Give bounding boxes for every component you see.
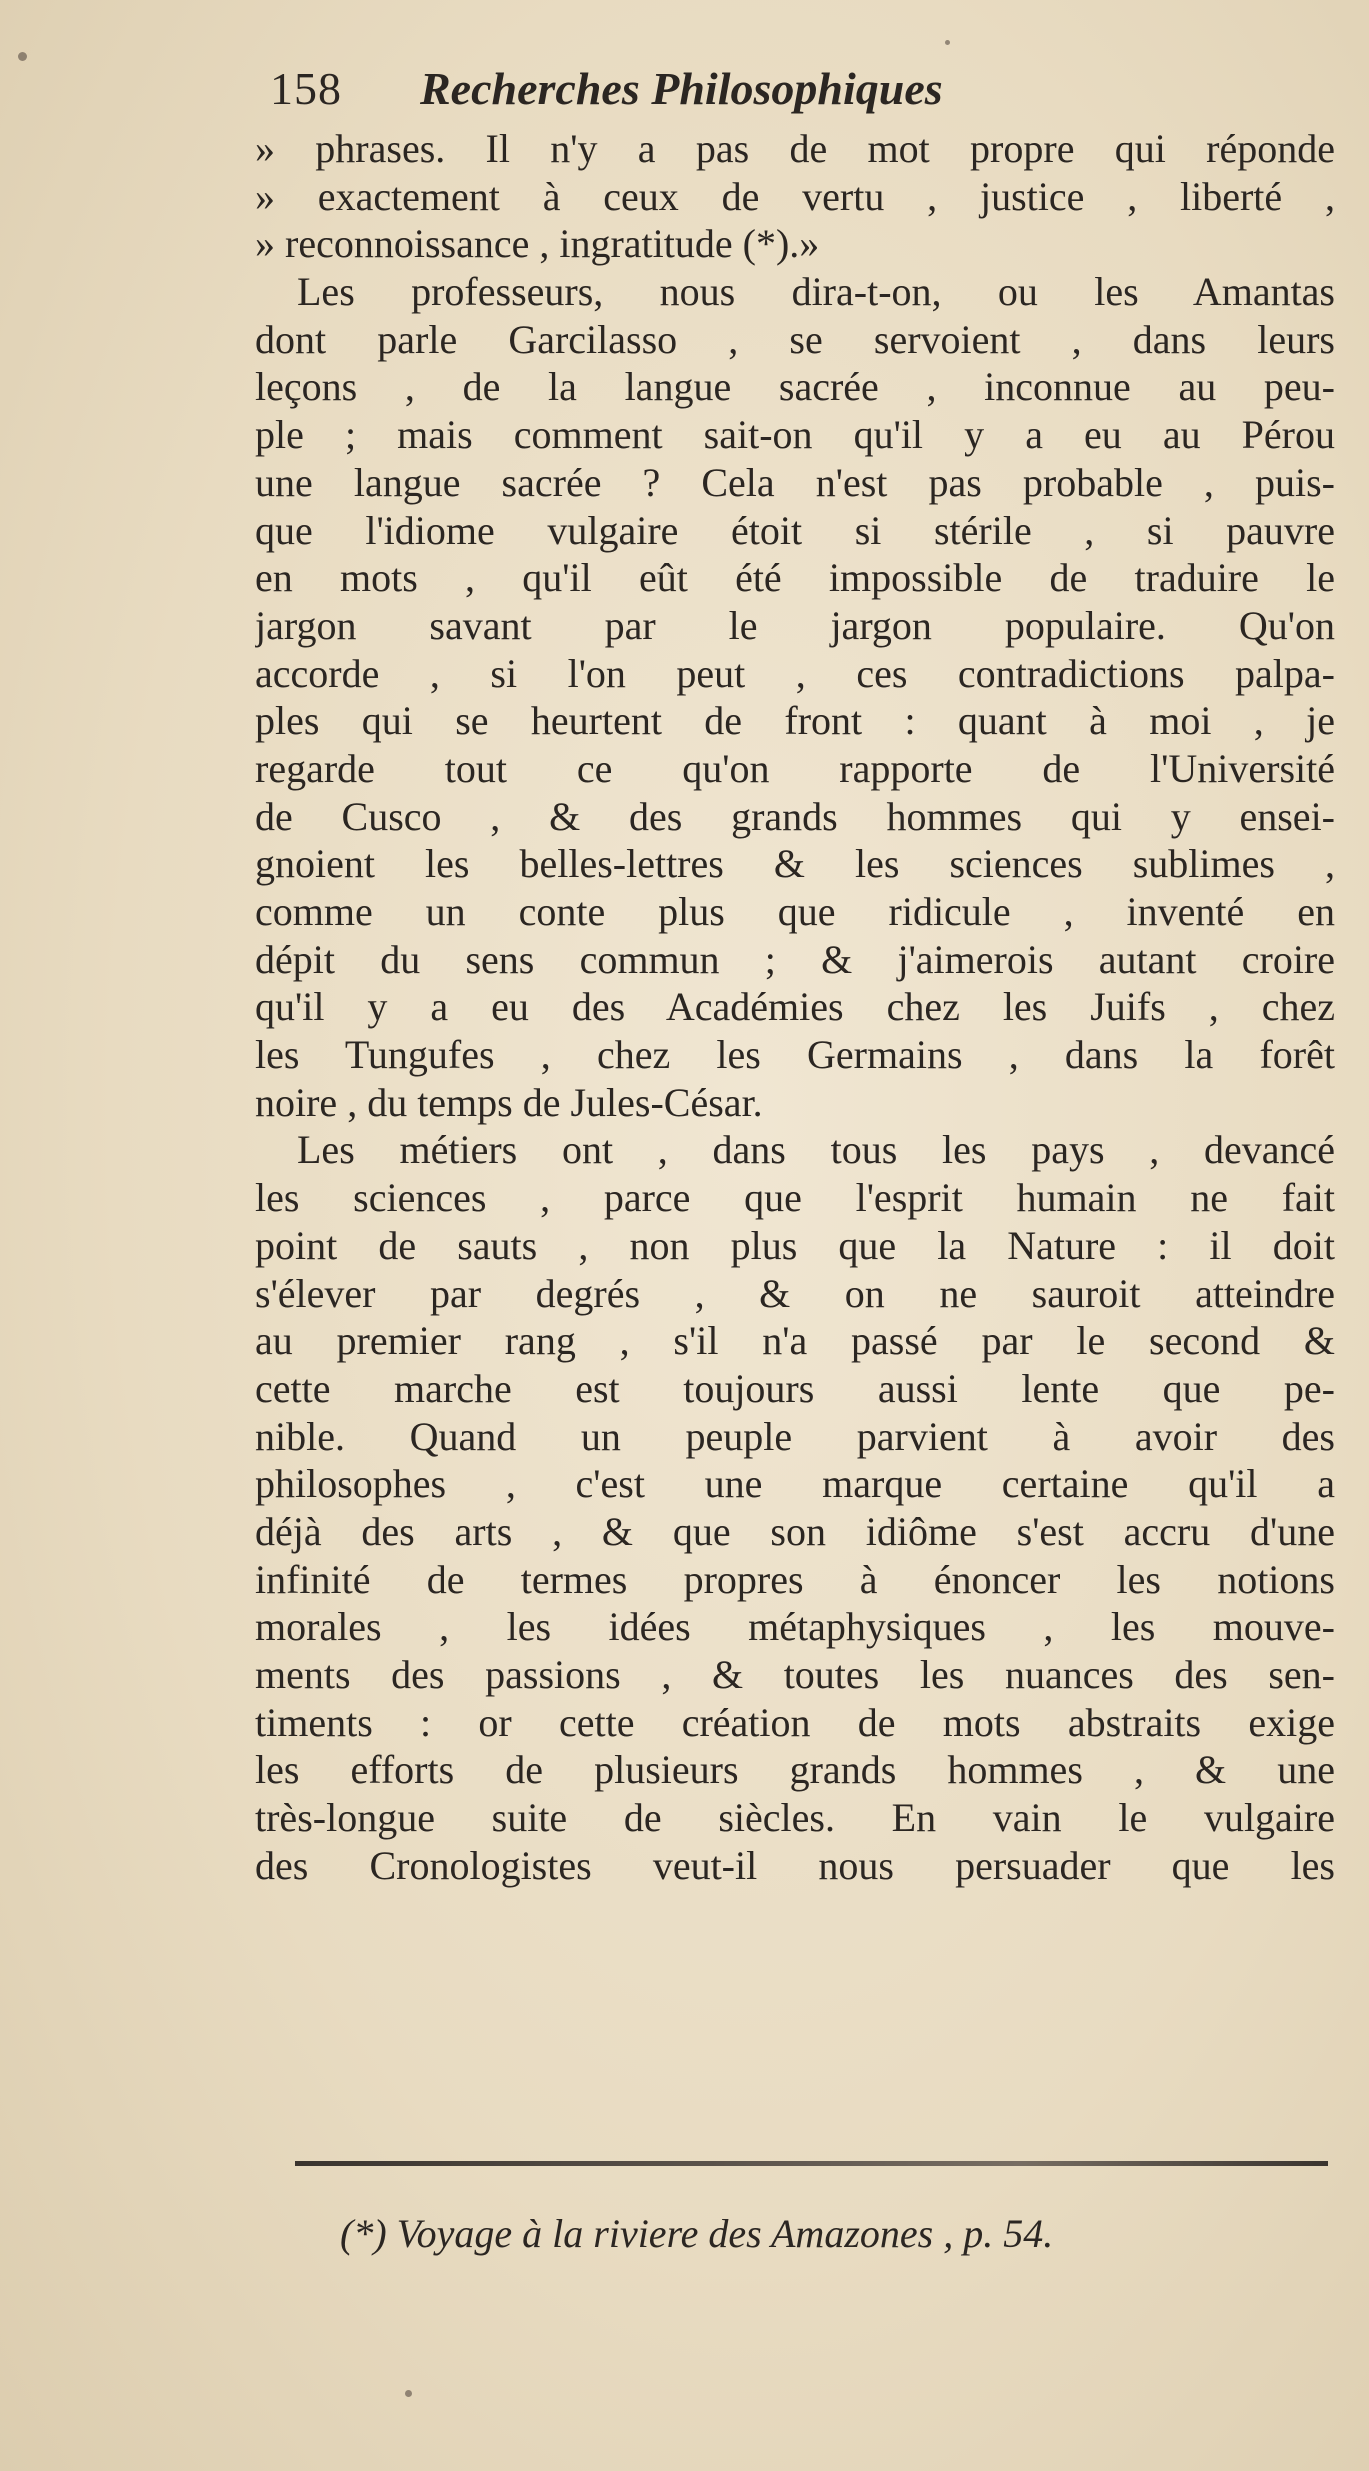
text-line: leçons , de la langue sacrée , inconnue au peu- (255, 364, 1335, 410)
text-line: les Tungufes , chez les Germains , dans la forêt (255, 1032, 1335, 1078)
text-line: très-longue suite de siècles. En vain le vulgaire (255, 1795, 1335, 1841)
text-line: qu'il y a eu des Académies chez les Juifs , chez (255, 984, 1335, 1030)
text-line: Les métiers ont , dans tous les pays , devancé (297, 1127, 1335, 1173)
text-line: » exactement à ceux de vertu , justice , liberté , (255, 173, 1335, 219)
text-line: ments des passions , & toutes les nuances des sen- (255, 1652, 1335, 1697)
text-line: timents : or cette création de mots abstraits exige (255, 1699, 1335, 1745)
text-line: cette marche est toujours aussi lente que pe- (255, 1365, 1335, 1411)
text-line: les sciences , parce que l'esprit humain ne fait (255, 1175, 1335, 1221)
text-line: les efforts de plusieurs grands hommes , & une (255, 1747, 1335, 1793)
text-line: dépit du sens commun ; & j'aimerois autant croire (255, 936, 1335, 982)
text-line: » phrases. Il n'y a pas de mot propre qui réponde (255, 126, 1335, 171)
text-line: des Cronologistes veut-il nous persuader que les (255, 1842, 1335, 1888)
body-text (255, 125, 1335, 1889)
page-header (270, 62, 1170, 132)
text-line: philosophes , c'est une marque certaine qu'il a (255, 1461, 1335, 1507)
text-line: point de sauts , non plus que la Nature : il doit (255, 1222, 1335, 1268)
text-line: morales , les idées métaphysiques , les mouve- (255, 1604, 1335, 1650)
text-line: comme un conte plus que ridicule , inventé en (255, 889, 1335, 934)
footnote: (*) Voyage à la riviere des Amazones , p. 54. (340, 2211, 1054, 2256)
ink-spot (18, 52, 27, 61)
text-line: nible. Quand un peuple parvient à avoir des (255, 1413, 1335, 1459)
text-line: Les professeurs, nous dira-t-on, ou les Amantas (297, 269, 1335, 315)
text-line: regarde tout ce qu'on rapporte de l'Université (255, 745, 1335, 791)
text-line: au premier rang , s'il n'a passé par le second & (255, 1318, 1335, 1364)
text-line: » reconnoissance , ingratitude (*).» (255, 221, 820, 267)
text-line: gnoient les belles-lettres & les sciences sublimes , (255, 841, 1335, 887)
footnote-rule (295, 2161, 1328, 2166)
ink-spot (405, 2390, 412, 2397)
text-line: dont parle Garcilasso , se servoient , dans leurs (255, 316, 1335, 362)
text-line: une langue sacrée ? Cela n'est pas probable , puis- (255, 459, 1335, 505)
text-line: que l'idiome vulgaire étoit si stérile , si pauvre (255, 507, 1335, 553)
text-line: accorde , si l'on peut , ces contradictions palpa- (255, 650, 1335, 696)
ink-spot (945, 40, 950, 45)
text-line: s'élever par degrés , & on ne sauroit atteindre (255, 1270, 1335, 1316)
text-line: ples qui se heurtent de front : quant à moi , je (255, 698, 1335, 744)
text-line: noire , du temps de Jules-César. (255, 1079, 763, 1125)
page-number: 158 (270, 63, 342, 114)
text-line: ple ; mais comment sait-on qu'il y a eu au Pérou (255, 412, 1335, 458)
running-title: Recherches Philosophiques (420, 63, 943, 114)
text-line: de Cusco , & des grands hommes qui y ensei- (255, 793, 1335, 839)
text-line: en mots , qu'il eût été impossible de traduire le (255, 555, 1335, 601)
text-line: jargon savant par le jargon populaire. Qu'on (255, 602, 1335, 648)
text-line: déjà des arts , & que son idiôme s'est accru d'une (255, 1508, 1335, 1554)
text-line: infinité de termes propres à énoncer les notions (255, 1556, 1335, 1602)
